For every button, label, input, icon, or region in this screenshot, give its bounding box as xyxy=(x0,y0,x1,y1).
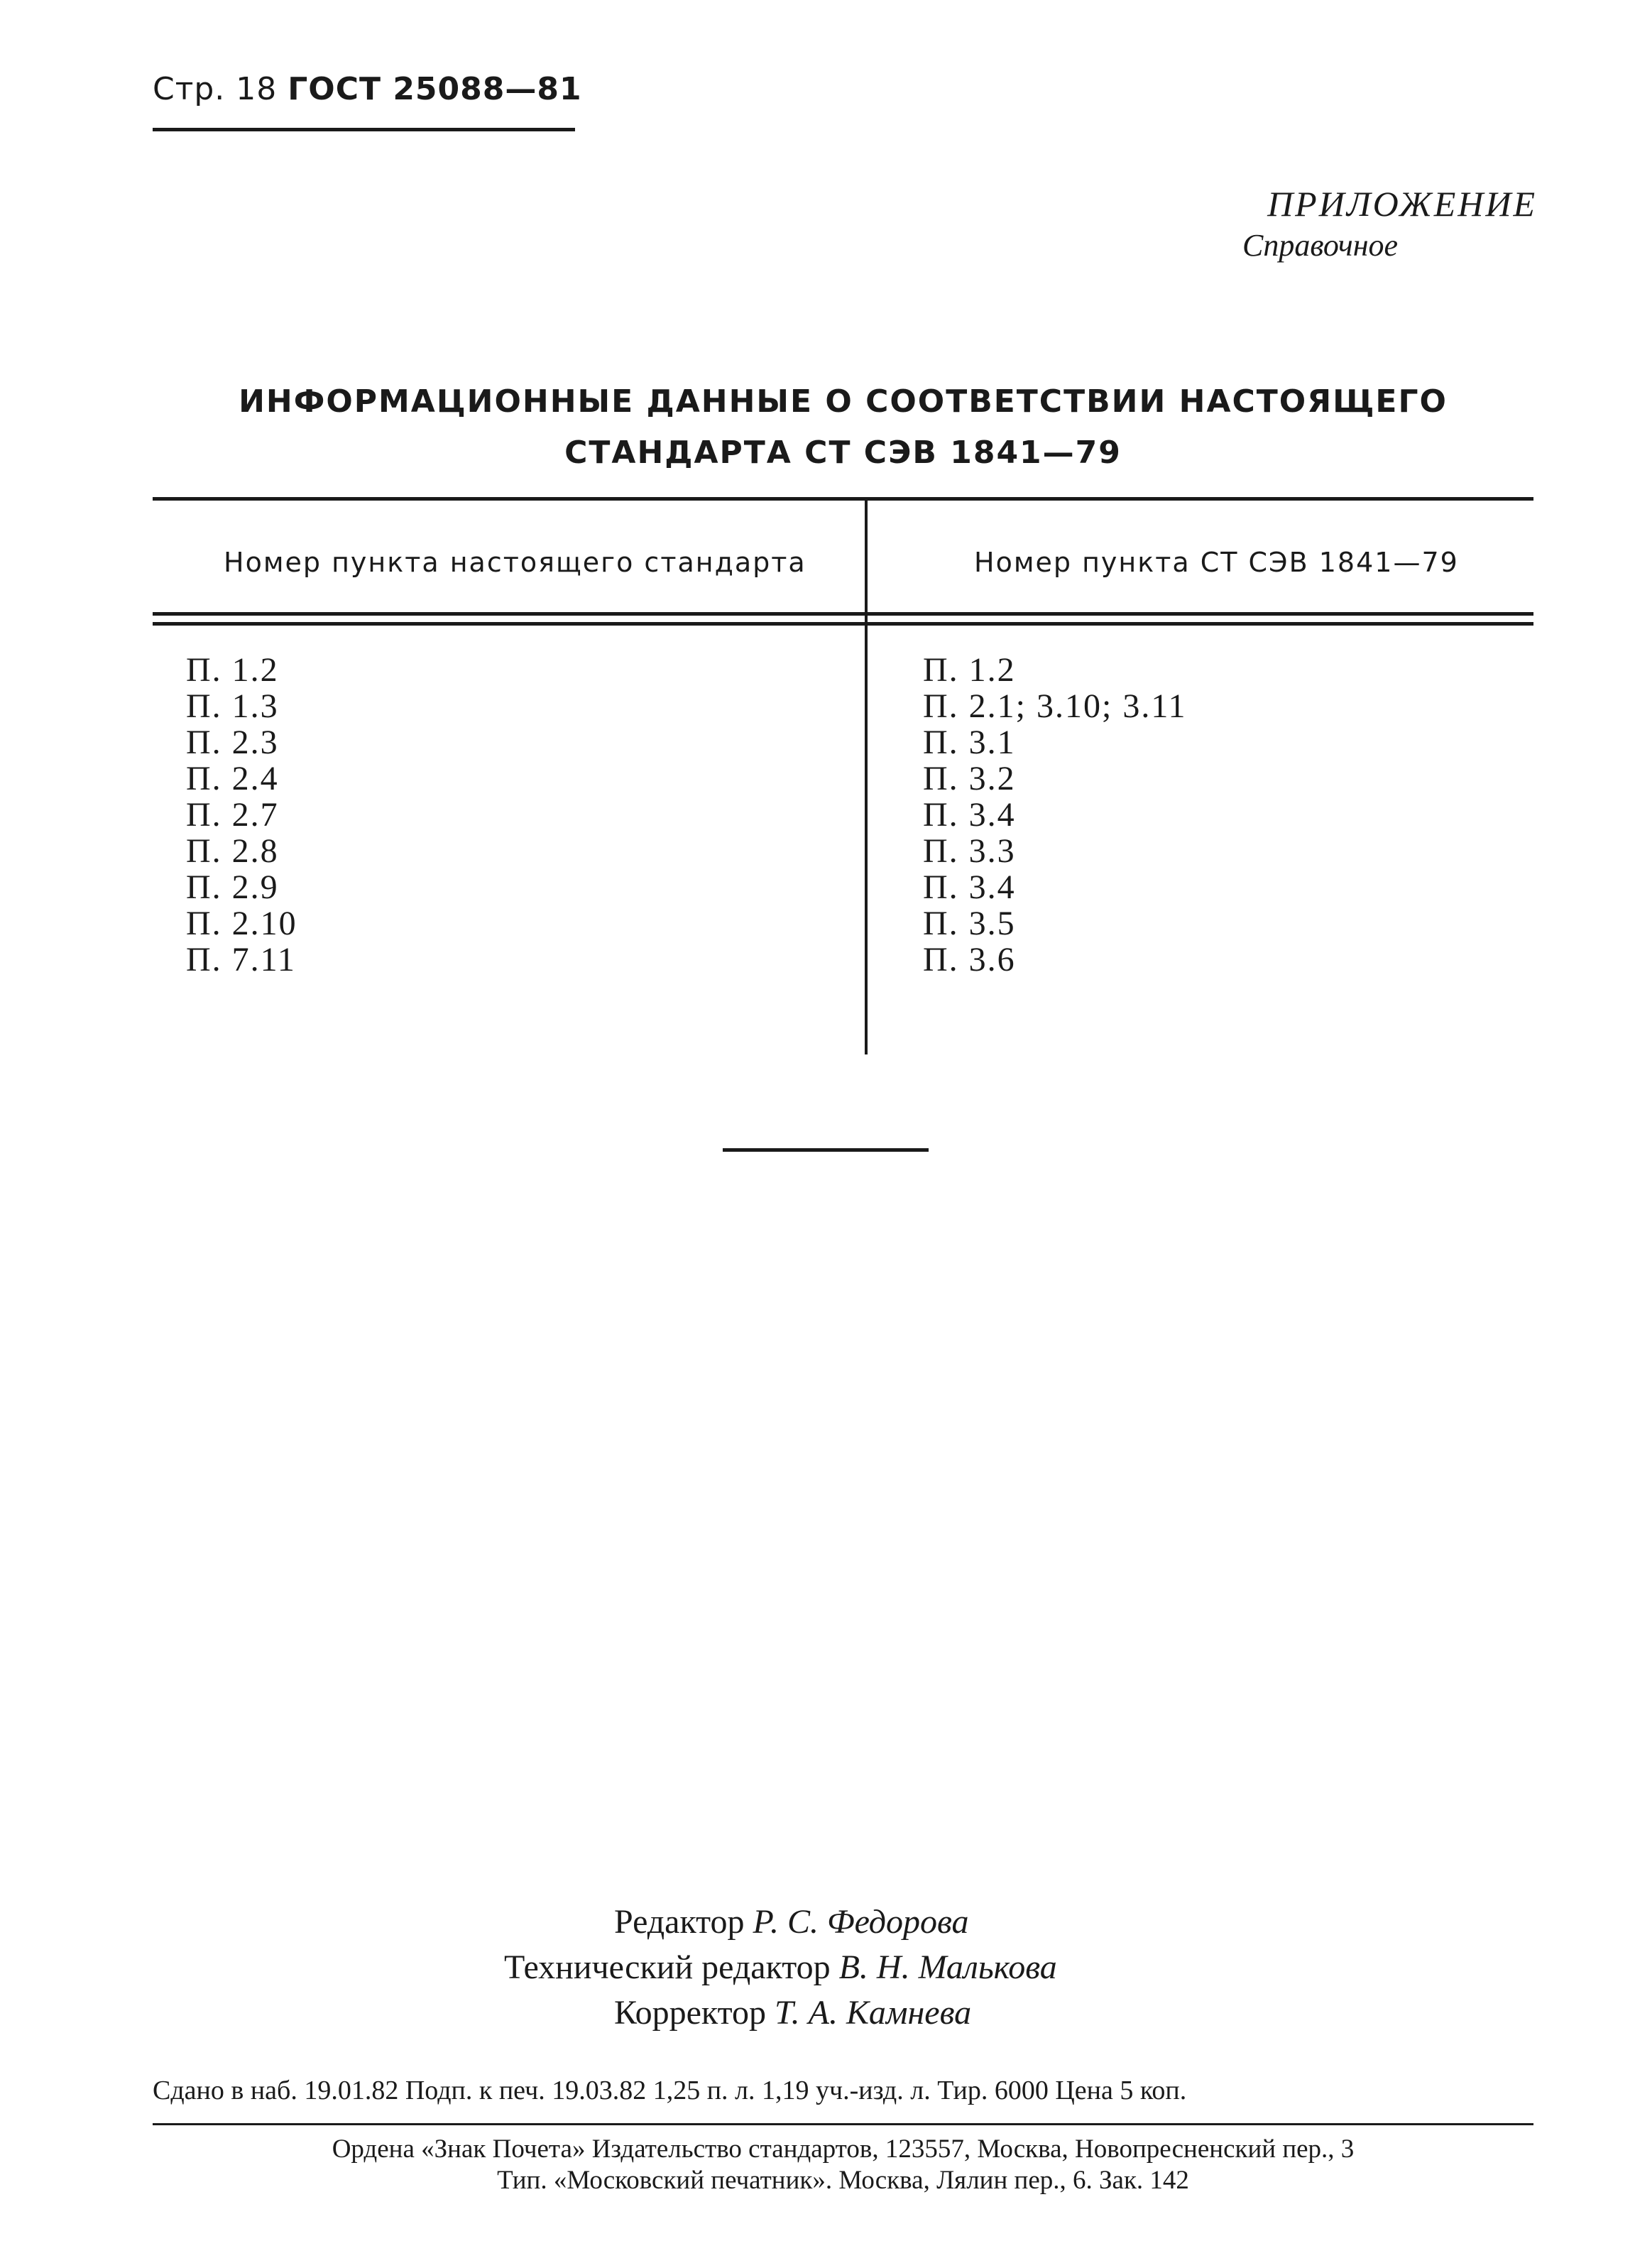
column-divider xyxy=(865,501,868,1054)
list-item: П. 2.9 xyxy=(186,868,279,906)
tech-editor-name: В. Н. Малькова xyxy=(838,1948,1057,1986)
right-column-list xyxy=(923,652,1187,978)
end-separator xyxy=(723,1148,929,1152)
corrector-label: Корректор xyxy=(614,1994,766,2032)
standard-number: ГОСТ 25088—81 xyxy=(288,71,582,107)
publisher-line-1: Ордена «Знак Почета» Издательство стандартов, 123557, Москва, Новопресненский пер., 3 xyxy=(332,2135,1355,2164)
list-item: П. 3.4 xyxy=(923,796,1016,834)
editor-name: Р. С. Федорова xyxy=(753,1903,969,1941)
editor-line xyxy=(614,1899,969,1945)
table-top-rule xyxy=(153,497,1533,501)
tech-editor-line xyxy=(504,1945,1057,1990)
page-header xyxy=(153,71,582,107)
header-rule-upper xyxy=(153,612,1533,616)
list-item: П. 7.11 xyxy=(186,941,296,978)
appendix-title: ПРИЛОЖЕНИЕ xyxy=(1267,184,1537,224)
list-item: П. 2.4 xyxy=(186,760,279,797)
imprint-rule xyxy=(153,2123,1533,2125)
column-header-right: Номер пункта СТ СЭВ 1841—79 xyxy=(974,547,1459,578)
appendix-subtitle: Справочное xyxy=(1242,228,1399,263)
title-line-1: ИНФОРМАЦИОННЫЕ ДАННЫЕ О СООТВЕТСТВИИ НАСТОЯЩЕГО xyxy=(239,383,1448,420)
list-item: П. 1.2 xyxy=(923,651,1016,689)
list-item: П. 2.7 xyxy=(186,796,279,834)
list-item: П. 3.3 xyxy=(923,832,1016,870)
list-item: П. 3.6 xyxy=(923,941,1016,978)
column-header-left: Номер пункта настоящего стандарта xyxy=(224,547,806,578)
corrector-line xyxy=(614,1990,971,2036)
list-item: П. 1.2 xyxy=(186,651,279,689)
corrector-name: Т. А. Камнева xyxy=(774,1994,972,2032)
publisher-info xyxy=(153,2134,1533,2196)
list-item: П. 2.3 xyxy=(186,724,279,761)
imprint-line: Сдано в наб. 19.01.82 Подп. к печ. 19.03.82 1,25 п. л. 1,19 уч.-изд. л. Тир. 6000 Цена 5 коп. xyxy=(153,2076,1187,2105)
header-rule-lower xyxy=(153,622,1533,626)
publisher-line-2: Тип. «Московский печатник». Москва, Лялин пер., 6. Зак. 142 xyxy=(497,2166,1189,2195)
list-item: П. 2.1; 3.10; 3.11 xyxy=(923,687,1187,725)
editor-label: Редактор xyxy=(614,1903,745,1941)
header-underline xyxy=(153,128,575,131)
left-column-list xyxy=(186,652,297,978)
list-item: П. 3.5 xyxy=(923,905,1016,942)
tech-editor-label: Технический редактор xyxy=(504,1948,831,1986)
list-item: П. 2.8 xyxy=(186,832,279,870)
list-item: П. 3.4 xyxy=(923,868,1016,906)
list-item: П. 2.10 xyxy=(186,905,297,942)
list-item: П. 3.1 xyxy=(923,724,1016,761)
title-line-2: СТАНДАРТА СТ СЭВ 1841—79 xyxy=(564,435,1122,471)
document-title xyxy=(153,376,1533,479)
list-item: П. 1.3 xyxy=(186,687,279,725)
list-item: П. 3.2 xyxy=(923,760,1016,797)
page-number: Стр. 18 xyxy=(153,71,278,107)
